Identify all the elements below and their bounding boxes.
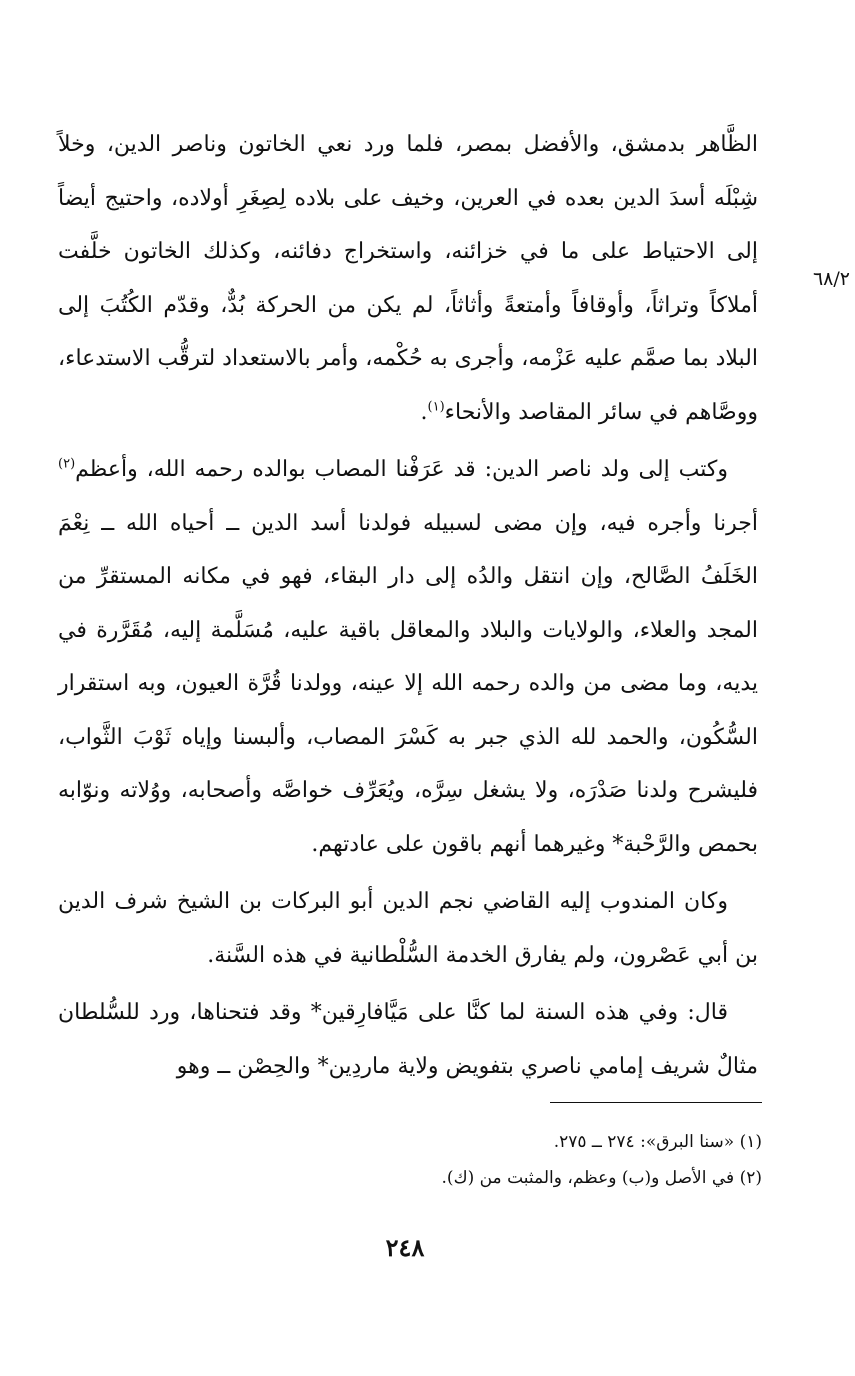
paragraph-tail: أجرنا وأجره فيه، وإن مضى لسبيله فولدنا أسد الدين ــ أحياه الله ــ نِعْمَ الخَلَفُ الصَّالح، وإن انتقل والدُه إلى دار البقاء، فهو في مكانه المستقرِّ من المجد والعلاء، والولايات والبلاد والمعاقل باقية عليه، مُسَلَّمة إليه، مُقَرَّرة في يديه، وما مضى من والده رحمه الله إلا عينه، وولدنا قُرَّة العيون، وبه استقرار السُّكُون، والحمد لله الذي جبر به كَسْرَ المصاب، وألبسنا وإياه ثَوْبَ الثَّواب، فليشرح ولدنا صَدْرَه، ولا يشغل سِرَّه، ويُعَرِّف خواصَّه وأصحابه، ووُلاته ونوّابه بحمص والرَّحْبة* وغيرهما أنهم باقون على عادتهم. (58, 510, 758, 857)
footnote-2: (٢) في الأصل و(ب) وعظم، والمثبت من (ك). (441, 1168, 762, 1188)
footnotes (300, 1124, 762, 1196)
paragraph-text: قال: وفي هذه السنة لما كنَّا على مَيَّافارِقين* وقد فتحناها، ورد للسُّلطان مثالٌ شريف إمامي ناصري بتفويض ولاية ماردِين* والحِصْن ــ وهو (58, 1000, 758, 1079)
footnote-divider (550, 1102, 762, 1103)
paragraph-1 (58, 118, 758, 439)
paragraph-2 (58, 443, 758, 871)
footnote-marker: (٢) (58, 456, 76, 472)
main-text (58, 118, 758, 1093)
paragraph-text: وكان المندوب إليه القاضي نجم الدين أبو البركات بن الشيخ شرف الدين بن أبي عَصْرون، ولم يفارق الخدمة السُّلْطانية في هذه السَّنة. (58, 889, 758, 968)
footnote-1: (١) «سنا البرق»: ٢٧٤ ــ ٢٧٥. (553, 1132, 762, 1152)
paragraph-text: الظَّاهر بدمشق، والأفضل بمصر، فلما ورد نعي الخاتون وناصر الدين، وخلاً شِبْلَه أسدَ الدين بعده في العرين، وخيف على بلاده لِصِغَرِ أولاده، واحتيج أيضاً إلى الاحتياط على ما في خزائنه، واستخراج دفائنه، وكذلك الخاتون خلَّفت أملاكاً وتراثاً، وأوقافاً وأمتعةً وأثاثاً، لم يكن من الحركة بُدٌّ، وقدّم الكُتُبَ إلى البلاد بما صمَّم عليه عَزْمه، وأجرى به حُكْمه، وأمر بالاستعداد لترقُّب الاستدعاء، ووصَّاهم في سائر المقاصد والأنحاء (58, 132, 758, 425)
paragraph-3 (58, 875, 758, 982)
paragraph-tail: . (420, 399, 428, 425)
margin-reference: ٦٨/٢ (812, 268, 850, 290)
paragraph-4 (58, 986, 758, 1093)
footnote-marker: (١) (427, 399, 445, 415)
page-number: ٢٤٨ (385, 1233, 425, 1262)
paragraph-text: وكتب إلى ولد ناصر الدين: قد عَرَفْنا المصاب بوالده رحمه الله، وأعظم (75, 457, 728, 482)
